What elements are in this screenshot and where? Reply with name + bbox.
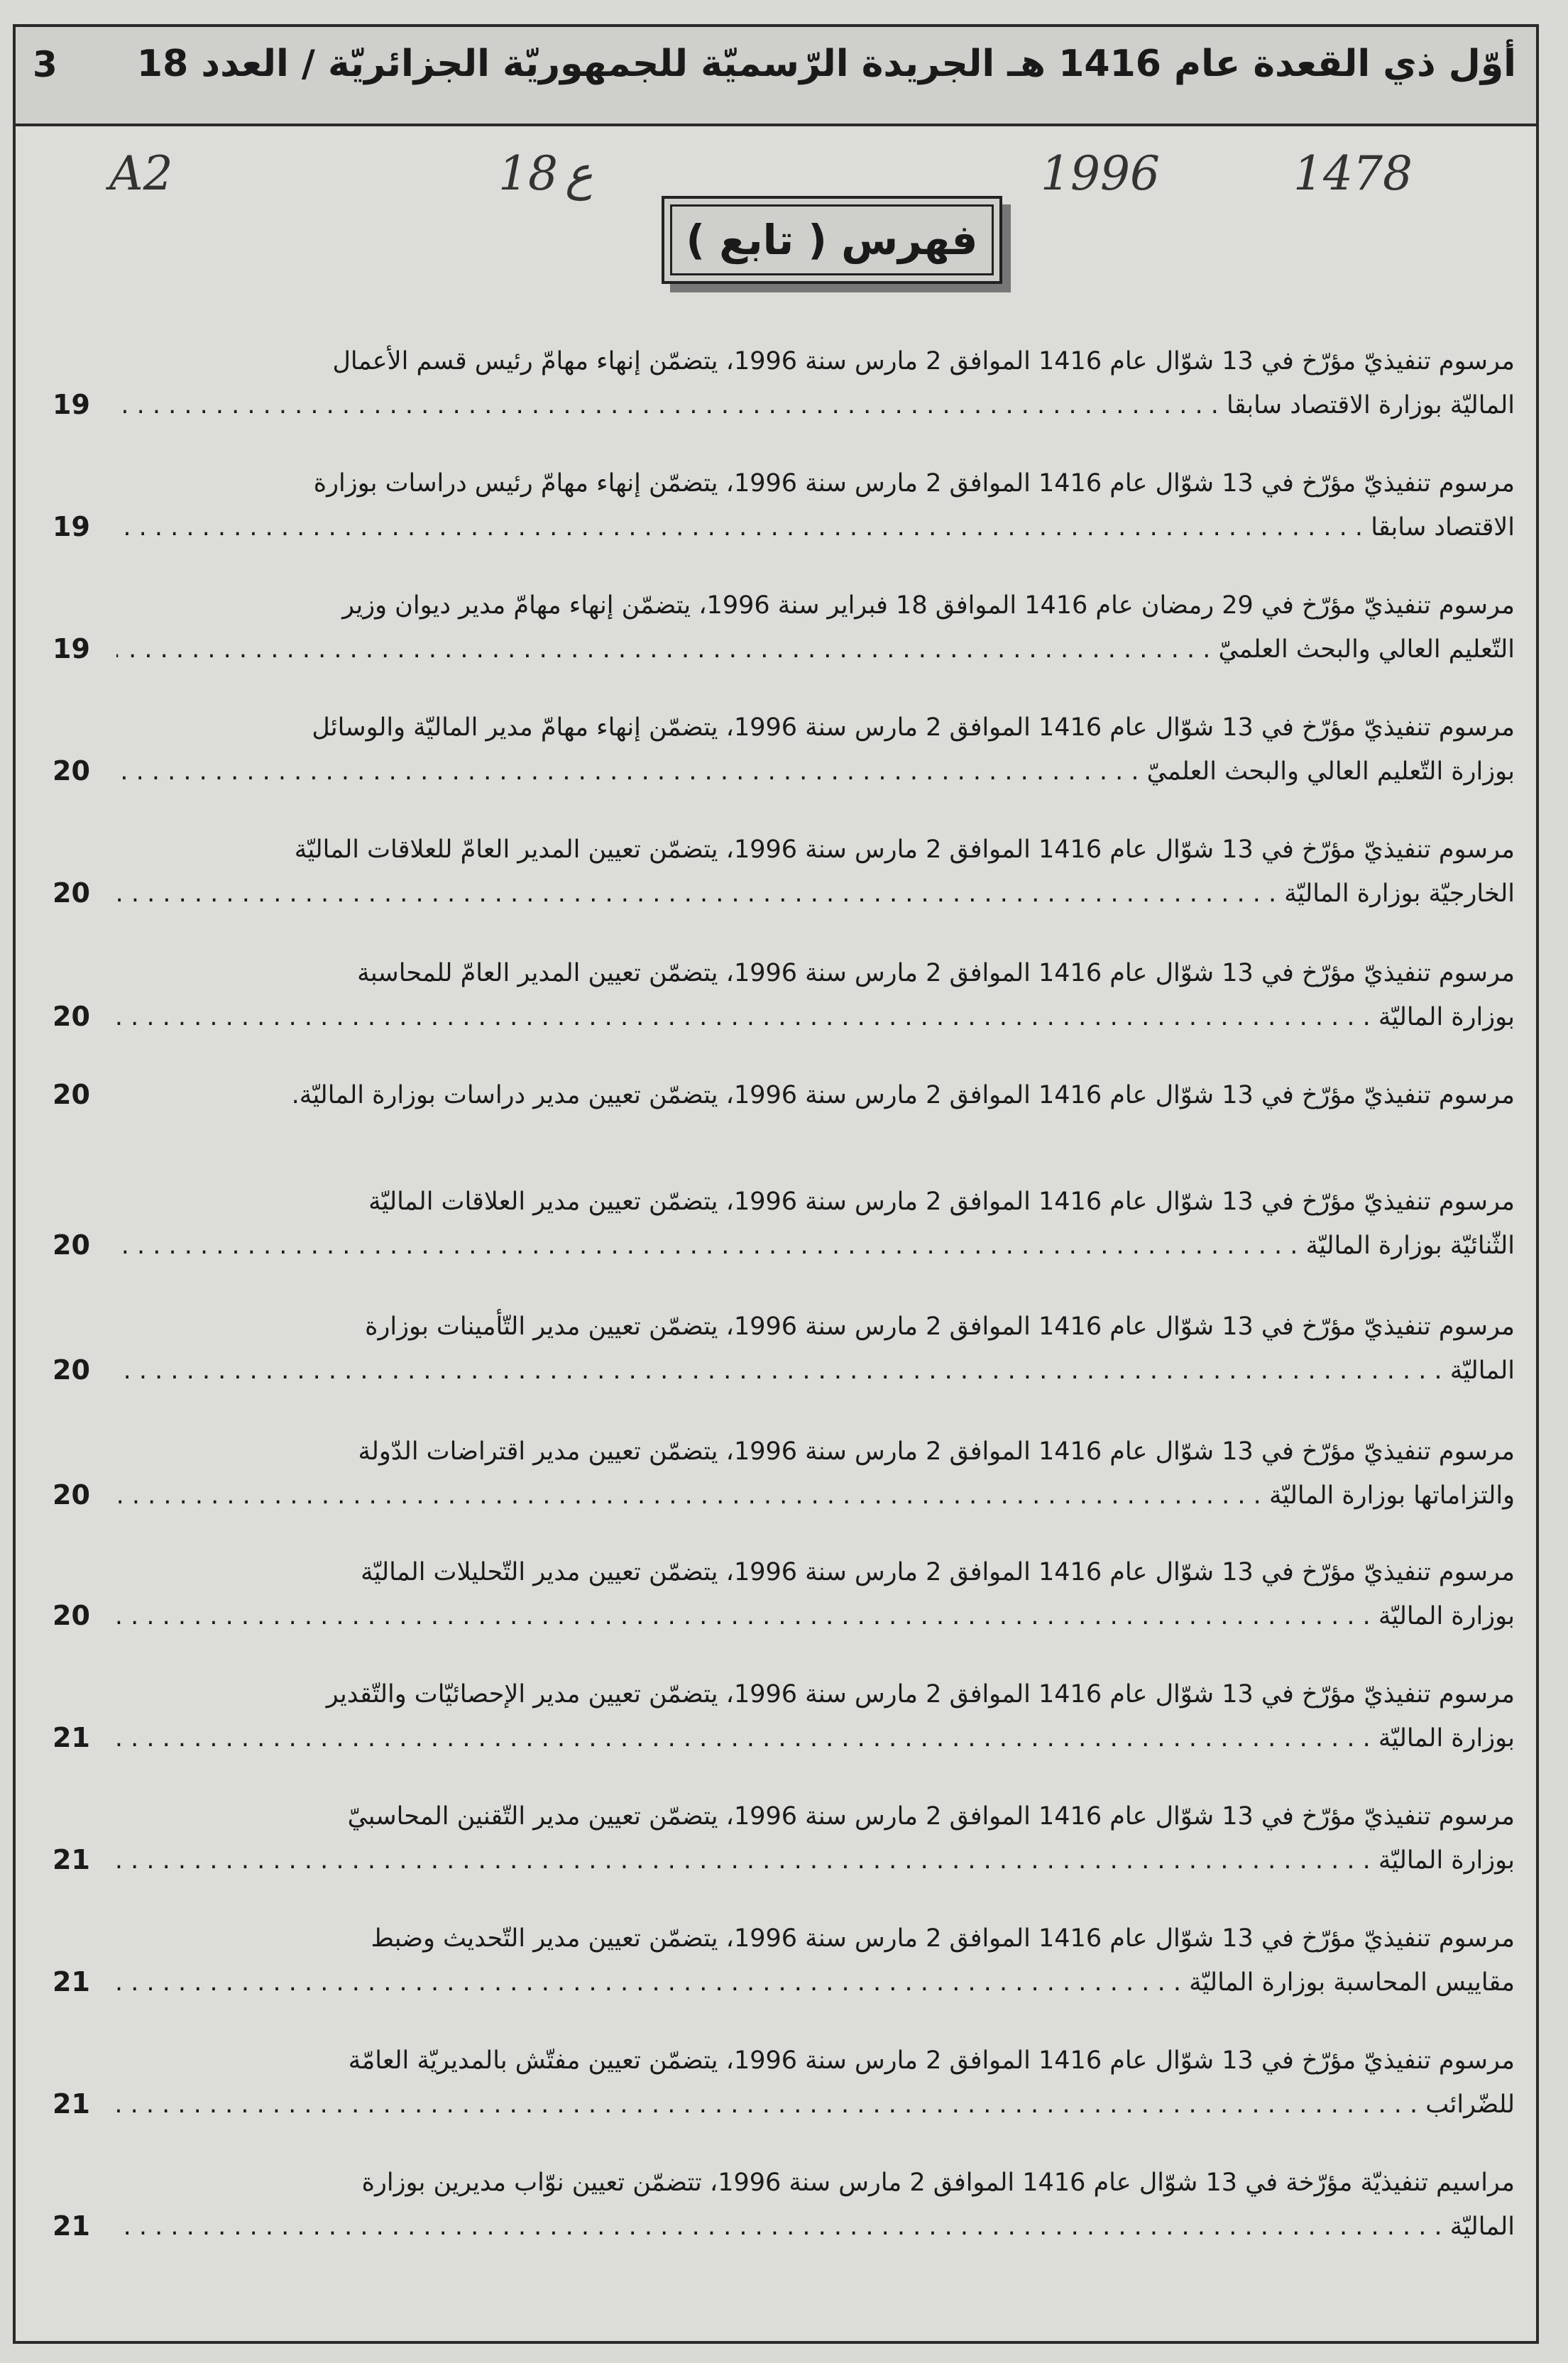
handwritten-annotation: 1996 bbox=[1041, 146, 1160, 201]
toc-entry-line: بوزارة الماليّة . . . bbox=[116, 1838, 1515, 1882]
toc-entry-text bbox=[116, 339, 1515, 427]
toc-page-number: 20 bbox=[53, 1001, 90, 1032]
toc-entry-line: مرسوم تنفيذيّ مؤرّخ في 13 شوّال عام 1416 الموافق 2 مارس سنة 1996، يتضمّن تعيين مدير التّقنين المحاسبيّ bbox=[347, 1802, 1515, 1831]
toc-entry bbox=[16, 339, 1536, 446]
toc-page-number: 19 bbox=[53, 389, 90, 420]
toc-page-number: 20 bbox=[53, 1354, 90, 1386]
toc-entry-line: بوزارة التّعليم العالي والبحث العلميّ . . . bbox=[116, 750, 1515, 794]
toc-entry-text bbox=[116, 2161, 1515, 2249]
toc-entry bbox=[16, 461, 1536, 568]
toc-page-number: 21 bbox=[53, 1722, 90, 1753]
toc-entry-line: للضّرائب . . . bbox=[116, 2083, 1515, 2127]
toc-entry-line: مرسوم تنفيذيّ مؤرّخ في 13 شوّال عام 1416 الموافق 2 مارس سنة 1996، يتضمّن تعيين مدير اقتراضات الدّولة bbox=[358, 1437, 1515, 1466]
toc-entry-line: الثّنائيّة بوزارة الماليّة . . . bbox=[116, 1224, 1515, 1268]
toc-entry-line: والتزاماتها بوزارة الماليّة . . . bbox=[116, 1474, 1515, 1518]
toc-entry-line: مرسوم تنفيذيّ مؤرّخ في 29 رمضان عام 1416 الموافق 18 فبراير سنة 1996، يتضمّن إنهاء مهامّ مدير ديوان وزير bbox=[342, 591, 1515, 620]
toc-entry-text bbox=[116, 1305, 1515, 1393]
toc-entry-line: التّعليم العالي والبحث العلميّ . . . bbox=[116, 627, 1515, 671]
toc-entry-text bbox=[116, 1672, 1515, 1760]
toc-entry-line: مرسوم تنفيذيّ مؤرّخ في 13 شوّال عام 1416 الموافق 2 مارس سنة 1996، يتضمّن تعيين المدير العامّ للمحاسبة bbox=[357, 959, 1515, 987]
toc-entry bbox=[16, 1917, 1536, 2023]
toc-entry bbox=[16, 1550, 1536, 1657]
handwritten-annotation: ع bbox=[565, 146, 593, 201]
toc-entry-line: بوزارة الماليّة . . . bbox=[116, 995, 1515, 1039]
handwritten-annotation: A2 bbox=[109, 146, 173, 201]
toc-entry-line: الماليّة . . . bbox=[116, 1349, 1515, 1393]
toc-entry-line: مرسوم تنفيذيّ مؤرّخ في 13 شوّال عام 1416 الموافق 2 مارس سنة 1996، يتضمّن تعيين مدير التّأمينات بوزارة bbox=[365, 1312, 1515, 1341]
toc-entry-text bbox=[116, 1794, 1515, 1882]
handwritten-annotation: 18 bbox=[498, 146, 558, 201]
toc-entry-line: مرسوم تنفيذيّ مؤرّخ في 13 شوّال عام 1416 الموافق 2 مارس سنة 1996، يتضمّن إنهاء مهامّ مدير الماليّة والوسائل bbox=[312, 713, 1515, 742]
toc-entry bbox=[16, 2161, 1536, 2267]
toc-page-number: 19 bbox=[53, 633, 90, 664]
toc-entry-text bbox=[116, 828, 1515, 916]
toc-entry-text bbox=[116, 1430, 1515, 1518]
gazette-page bbox=[13, 24, 1539, 2344]
toc-entry-line: الماليّة . . . bbox=[116, 2205, 1515, 2249]
toc-page-number: 20 bbox=[53, 755, 90, 786]
toc-page-number: 21 bbox=[53, 1966, 90, 1997]
toc-entry-text bbox=[116, 951, 1515, 1039]
toc-entry-line: مراسيم تنفيذيّة مؤرّخة في 13 شوّال عام 1416 الموافق 2 مارس سنة 1996، تتضمّن تعيين نوّاب مديرين بوزارة bbox=[361, 2169, 1515, 2197]
toc-entry bbox=[16, 706, 1536, 812]
toc-entry bbox=[16, 828, 1536, 934]
toc-entry bbox=[16, 1180, 1536, 1286]
toc-entry bbox=[16, 1430, 1536, 1536]
toc-page-number: 20 bbox=[53, 1479, 90, 1511]
toc-entry-text bbox=[116, 1917, 1515, 2005]
toc-entry-line: مرسوم تنفيذيّ مؤرّخ في 13 شوّال عام 1416 الموافق 2 مارس سنة 1996، يتضمّن تعيين مدير التّحديث وضبط bbox=[371, 1924, 1515, 1953]
index-title-box bbox=[662, 196, 1002, 284]
toc-entry-line: الماليّة بوزارة الاقتصاد سابقا . . . bbox=[116, 383, 1515, 427]
toc-entry-line: بوزارة الماليّة . . . bbox=[116, 1594, 1515, 1638]
toc-page-number: 20 bbox=[53, 877, 90, 909]
toc-entry-line: مرسوم تنفيذيّ مؤرّخ في 13 شوّال عام 1416 الموافق 2 مارس سنة 1996، يتضمّن تعيين المدير العامّ للعلاقات الماليّة bbox=[294, 835, 1515, 864]
toc-entry-line: الاقتصاد سابقا . . . bbox=[116, 505, 1515, 549]
toc-entry-line: الخارجيّة بوزارة الماليّة . . . bbox=[116, 872, 1515, 916]
handwritten-annotation: 1478 bbox=[1293, 146, 1413, 201]
toc-entry bbox=[16, 583, 1536, 690]
toc-entry-text bbox=[116, 1180, 1515, 1268]
toc-entry-text bbox=[116, 1073, 1515, 1117]
toc-page-number: 21 bbox=[53, 1844, 90, 1875]
toc-page-number: 21 bbox=[53, 2210, 90, 2242]
toc-page-number: 19 bbox=[53, 511, 90, 542]
toc-entry bbox=[16, 2039, 1536, 2145]
toc-page-number: 20 bbox=[53, 1079, 90, 1110]
toc-entry-line: مقاييس المحاسبة بوزارة الماليّة . . . bbox=[116, 1961, 1515, 2005]
page-header bbox=[16, 27, 1536, 126]
toc-entry-text bbox=[116, 2039, 1515, 2127]
header-title: أوّل ذي القعدة عام 1416 هـ الجريدة الرّسميّة للجمهوريّة الجزائريّة / العدد 18 bbox=[136, 43, 1516, 85]
header-page-number: 3 bbox=[33, 44, 57, 85]
toc-entry-line: مرسوم تنفيذيّ مؤرّخ في 13 شوّال عام 1416 الموافق 2 مارس سنة 1996، يتضمّن تعيين مدير العلاقات الماليّة bbox=[368, 1188, 1515, 1216]
toc-entry-text bbox=[116, 706, 1515, 794]
toc-entry-line: مرسوم تنفيذيّ مؤرّخ في 13 شوّال عام 1416 الموافق 2 مارس سنة 1996، يتضمّن تعيين مدير الإحصائيّات والتّقدير bbox=[326, 1680, 1515, 1709]
toc-entry bbox=[16, 951, 1536, 1058]
toc-entry-line: مرسوم تنفيذيّ مؤرّخ في 13 شوّال عام 1416 الموافق 2 مارس سنة 1996، يتضمّن إنهاء مهامّ رئيس دراسات بوزارة bbox=[313, 469, 1515, 498]
toc-entry-line: بوزارة الماليّة . . . bbox=[116, 1716, 1515, 1760]
toc-entry-text bbox=[116, 461, 1515, 549]
toc-page-number: 21 bbox=[53, 2088, 90, 2120]
index-title: فهرس ( تابع ) bbox=[670, 204, 994, 275]
toc-entry bbox=[16, 1794, 1536, 1901]
toc-entry-line: مرسوم تنفيذيّ مؤرّخ في 13 شوّال عام 1416 الموافق 2 مارس سنة 1996، يتضمّن تعيين مدير دراسات بوزارة الماليّة. bbox=[291, 1081, 1515, 1109]
toc-entry-line: مرسوم تنفيذيّ مؤرّخ في 13 شوّال عام 1416 الموافق 2 مارس سنة 1996، يتضمّن تعيين مدير التّحليلات الماليّة bbox=[361, 1558, 1515, 1586]
toc-entry-line: مرسوم تنفيذيّ مؤرّخ في 13 شوّال عام 1416 الموافق 2 مارس سنة 1996، يتضمّن تعيين مفتّش بالمديريّة العامّة bbox=[348, 2046, 1515, 2075]
toc-entry-text bbox=[116, 583, 1515, 671]
toc-page-number: 20 bbox=[53, 1229, 90, 1261]
toc-entry bbox=[16, 1305, 1536, 1411]
toc-entry bbox=[16, 1073, 1536, 1180]
toc-page-number: 20 bbox=[53, 1600, 90, 1631]
toc-entry bbox=[16, 1672, 1536, 1779]
toc-entry-text bbox=[116, 1550, 1515, 1638]
toc-entry-line: مرسوم تنفيذيّ مؤرّخ في 13 شوّال عام 1416 الموافق 2 مارس سنة 1996، يتضمّن إنهاء مهامّ رئيس قسم الأعمال bbox=[332, 347, 1515, 375]
